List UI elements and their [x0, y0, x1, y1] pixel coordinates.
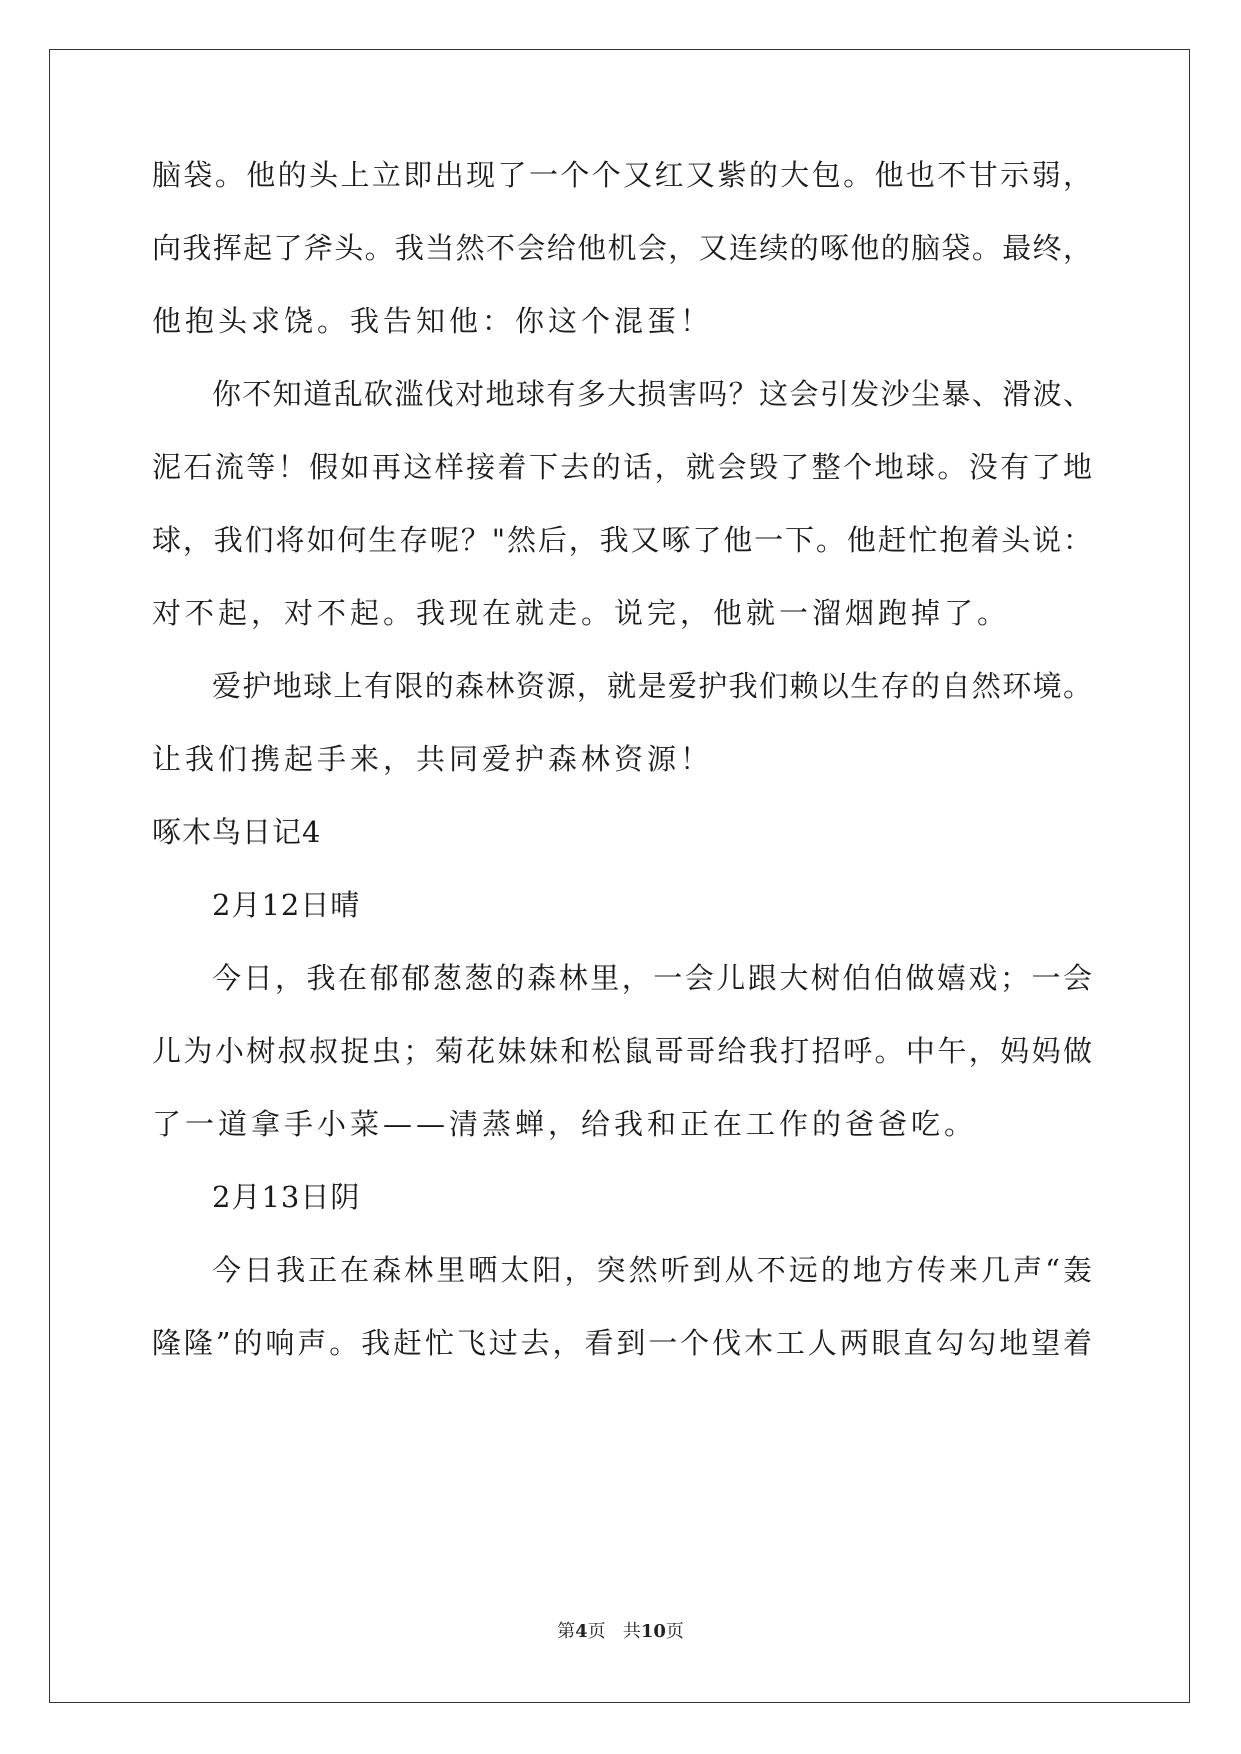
page-prefix: 第	[557, 1621, 576, 1642]
paragraph-line: 隆隆”的响声。我赶忙飞过去，看到一个伐木工人两眼直勾勾地望着	[152, 1326, 1092, 1360]
paragraph-line: 爱护地球上有限的森林资源，就是爱护我们赖以生存的自然环境。	[212, 669, 1092, 703]
paragraph-line: 脑袋。他的头上立即出现了一个个又红又紫的大包。他也不甘示弱，	[152, 158, 1092, 192]
paragraph-line: 儿为小树叔叔捉虫；菊花妹妹和松鼠哥哥给我打招呼。中午，妈妈做	[152, 1034, 1092, 1068]
section-heading: 啄木鸟日记4	[152, 815, 322, 849]
paragraph-line: 让我们携起手来，共同爱护森林资源！	[152, 742, 714, 776]
paragraph-line: 他抱头求饶。我告知他：你这个混蛋！	[152, 304, 714, 338]
paragraph-line: 今日我正在森林里晒太阳，突然听到从不远的地方传来几声“轰	[212, 1253, 1092, 1287]
paragraph-line: 泥石流等！假如再这样接着下去的话，就会毁了整个地球。没有了地	[152, 450, 1092, 484]
paragraph-line: 你不知道乱砍滥伐对地球有多大损害吗？这会引发沙尘暴、滑波、	[212, 377, 1092, 411]
page-total: 10	[640, 1621, 666, 1642]
diary-date: 2月12日晴	[212, 888, 361, 922]
total-suffix: 页	[665, 1621, 684, 1642]
paragraph-line: 今日，我在郁郁葱葱的森林里，一会儿跟大树伯伯做嬉戏；一会	[212, 961, 1092, 995]
paragraph-line: 对不起，对不起。我现在就走。说完，他就一溜烟跑掉了。	[152, 596, 1011, 630]
page-current: 4	[575, 1621, 588, 1642]
page-number-footer	[0, 1620, 1241, 1644]
page-suffix: 页	[587, 1621, 606, 1642]
paragraph-line: 向我挥起了斧头。我当然不会给他机会，又连续的啄他的脑袋。最终，	[152, 231, 1092, 265]
diary-date: 2月13日阴	[212, 1180, 361, 1214]
total-prefix: 共	[622, 1621, 641, 1642]
page-frame	[49, 49, 1190, 1703]
paragraph-line: 球，我们将如何生存呢？"然后，我又啄了他一下。他赶忙抱着头说：	[152, 523, 1092, 557]
paragraph-line: 了一道拿手小菜——清蒸蝉，给我和正在工作的爸爸吃。	[152, 1107, 978, 1141]
